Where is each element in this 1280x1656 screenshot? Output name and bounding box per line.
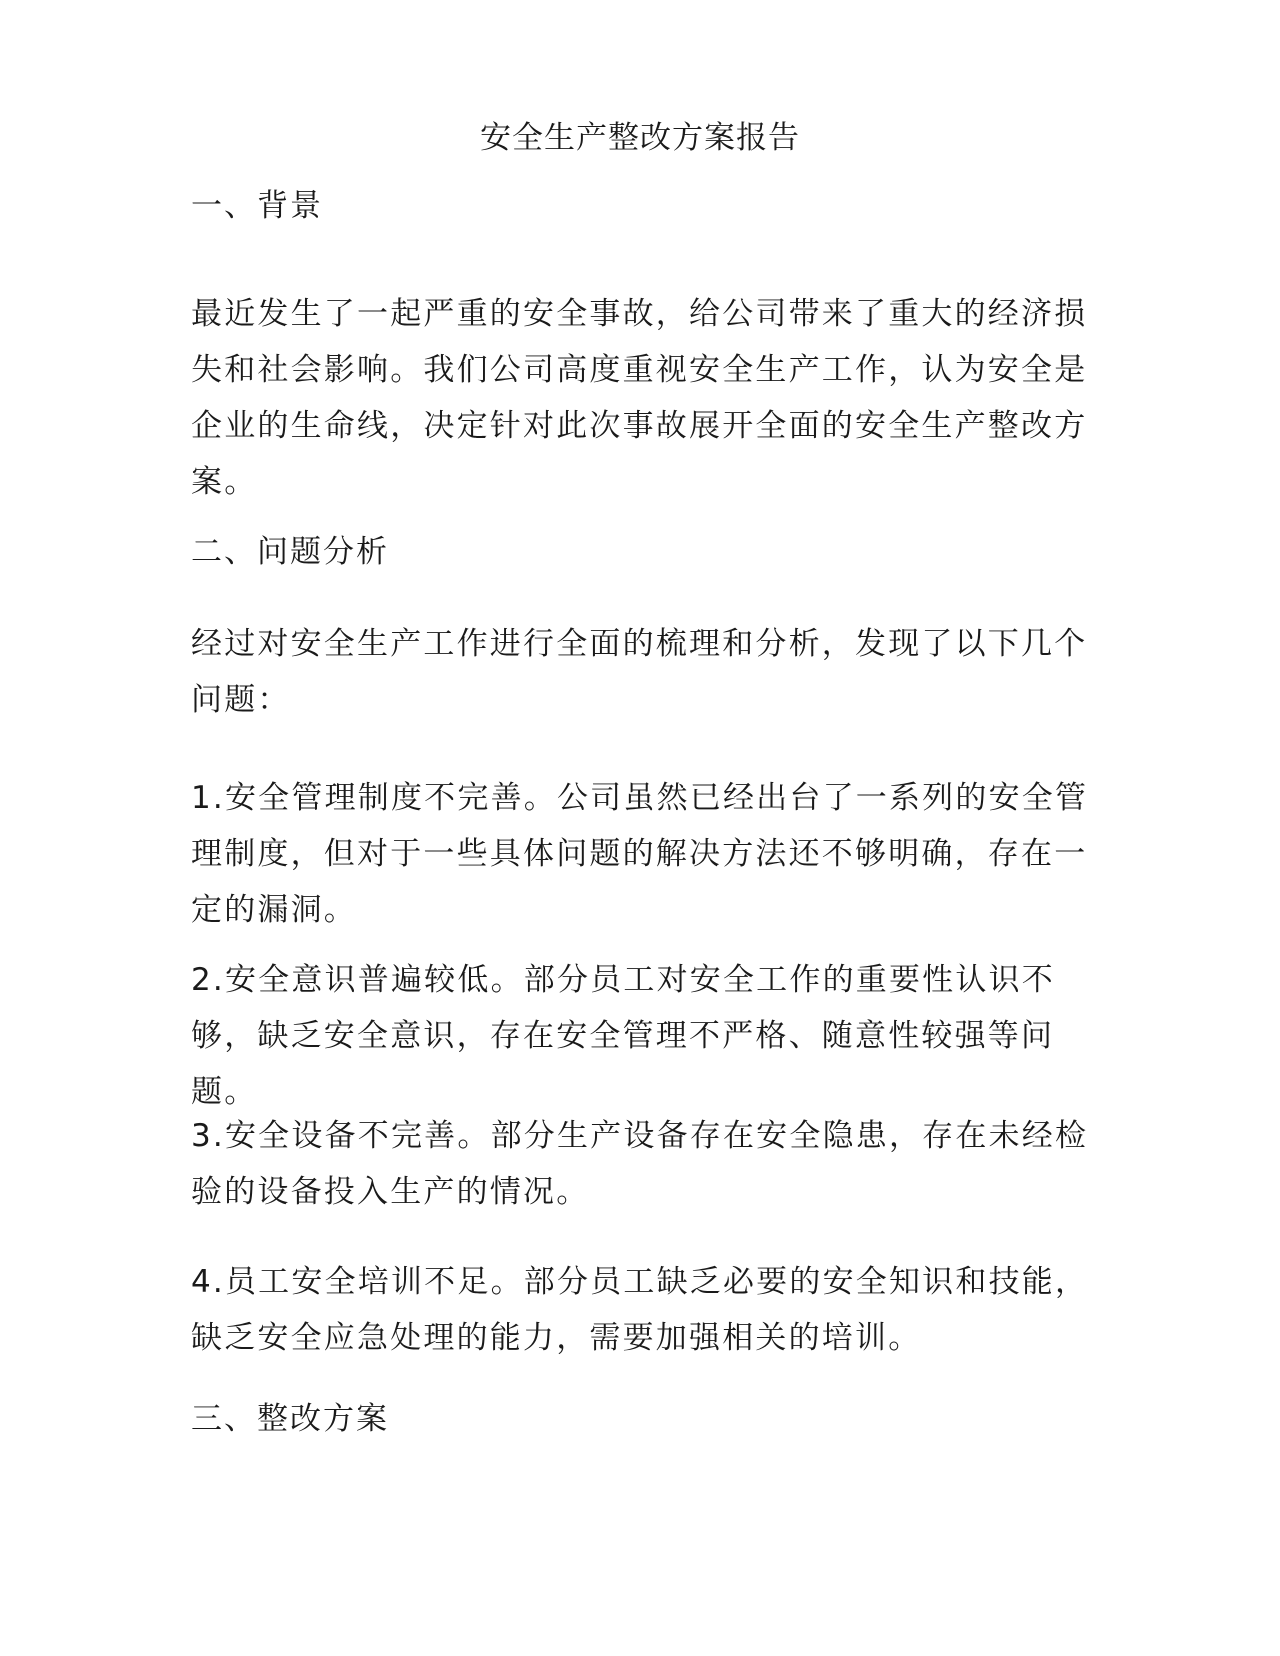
- document-title: 安全生产整改方案报告: [480, 120, 800, 156]
- problem-item-1: 1.安全管理制度不完善。公司虽然已经出台了一系列的安全管理制度，但对于一些具体问题的解决方法还不够明确，存在一定的漏洞。: [191, 780, 1089, 928]
- section-heading-background: 一、背景: [191, 188, 323, 224]
- section-heading-rectification-plan: 三、整改方案: [191, 1401, 389, 1437]
- problem-item-4: 4.员工安全培训不足。部分员工缺乏必要的安全知识和技能，缺乏安全应急处理的能力，需要加强相关的培训。: [191, 1264, 1089, 1356]
- problem-item-3: 3.安全设备不完善。部分生产设备存在安全隐患，存在未经检验的设备投入生产的情况。: [191, 1118, 1089, 1210]
- background-paragraph: 最近发生了一起严重的安全事故，给公司带来了重大的经济损失和社会影响。我们公司高度重视安全生产工作，认为安全是企业的生命线，决定针对此次事故展开全面的安全生产整改方案。: [191, 296, 1088, 500]
- problem-intro-paragraph: 经过对安全生产工作进行全面的梳理和分析，发现了以下几个问题：: [191, 626, 1088, 718]
- section-heading-problem-analysis: 二、问题分析: [191, 534, 389, 570]
- problem-item-2: 2.安全意识普遍较低。部分员工对安全工作的重要性认识不够，缺乏安全意识，存在安全管理不严格、随意性较强等问题。: [191, 962, 1055, 1110]
